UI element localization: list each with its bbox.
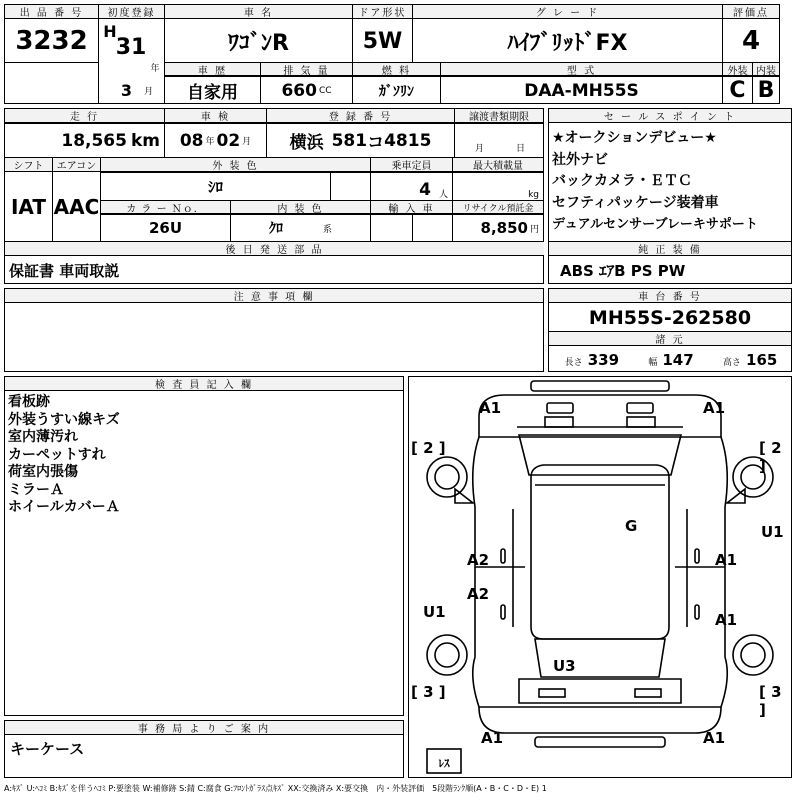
mileage: 18,565 km [61,130,160,151]
first-reg-header: 初度登録 [99,5,164,19]
inspector-note: ホイールカバーＡ [8,499,120,515]
inspector-note: ミラーＡ [8,481,64,498]
notes-header: 注 意 事 項 欄 [5,289,543,303]
damage-roof: G [625,517,638,535]
specs-header: 諸 元 [549,332,791,345]
selling-points-list [552,128,790,236]
grade-header: グ レ ー ド [413,5,722,19]
model-code: DAA-MH55S [524,80,639,101]
inspector-header: 検 査 員 記 入 欄 [5,377,403,391]
reg-year-unit: 年 [150,63,160,74]
inspector-note: 看板跡 [8,394,50,410]
damage-left-front-door: A2 [467,551,490,569]
interior-grade: B [757,78,775,103]
selling-point: 社外ナビ [552,151,608,168]
genuine-header: 純 正 装 備 [549,242,791,255]
inspector-note: 荷室内張傷 [8,464,78,480]
damage-left-rear-door: A2 [467,585,490,603]
inspector-notes [8,394,398,517]
genuine-equipment: ABS ｴｱB PS PW [560,261,686,280]
office-note: キーケース [10,739,85,758]
max-load: kg [528,190,539,200]
displacement: 660 CC [281,80,332,101]
score-header: 評価点 [723,5,779,19]
chassis-header: 車 台 番 号 [549,289,791,303]
lot-number: 3232 [15,26,88,56]
damage-front-right: A1 [703,399,726,417]
damage-right-rear-door: A1 [715,611,738,629]
history-header: 車 歴 [165,63,260,76]
reg-year: 31 [115,34,147,60]
damage-front-left: A1 [479,399,502,417]
exterior-grade: C [729,78,746,103]
max-load-header: 最大積載量 [453,158,543,172]
damage-rear-left: A1 [481,729,504,747]
wheel-fl: [ 2 ] [411,439,446,457]
interior-header: 内装 [753,63,779,76]
aircon-header: エアコン [53,158,100,172]
car-name-header: 車 名 [165,5,352,19]
recycle: 8,850 円 [480,219,539,237]
lot-no-header: 出 品 番 号 [5,5,98,19]
inspector-note: カーペットすれ [8,446,106,463]
shift-header: シフト [5,158,52,172]
office-header: 事 務 局 よ り ご 案 内 [5,721,403,735]
wheel-fr: [ 2 ] [759,439,782,475]
selling-points-header: セ ー ル ス ポ イ ン ト [549,109,791,123]
registration-header: 登 録 番 号 [267,109,454,123]
transfer-deadline-header: 譲渡書類期限 [455,109,543,123]
inspection-date: 08 年 02 月 [179,130,252,151]
car-diagram [408,376,792,778]
exterior-header: 外装 [723,63,752,76]
selling-point: ★オークションデビュー★ [552,130,717,146]
reg-month: 3 月 [120,81,154,100]
ext-color-header: 外 装 色 [101,158,370,172]
capacity-header: 乗車定員 [371,158,452,172]
inspector-note: 外装うすい線キズ [8,411,120,428]
fuel-header: 燃 料 [353,63,440,76]
door-type: 5W [362,28,403,54]
import-header: 輸 入 車 [371,201,452,214]
color-no-header: カ ラ ー Ｎｏ． [101,201,230,214]
int-color-header: 内 装 色 [231,201,370,214]
door-type-header: ドア形状 [353,5,412,19]
history: 自家用 [187,83,238,103]
color-no: 26U [148,219,183,237]
selling-point: バックカメラ・ＥＴＣ [552,173,692,189]
recycle-header: リサイクル預託金 [453,201,543,214]
wheel-rr: [ 3 ] [759,683,782,719]
damage-right-front-door: A1 [715,551,738,569]
wheel-rl: [ 3 ] [411,683,446,701]
spare-less: ﾚｽ [438,757,450,770]
damage-right-side: U1 [761,523,784,541]
damage-rear-center: U3 [553,657,576,675]
car-name: ﾜｺﾞﾝR [228,30,289,56]
mileage-header: 走 行 [5,109,164,123]
ext-color: ｼﾛ [207,178,223,196]
later-items: 保証書 車両取説 [9,261,120,280]
transfer-deadline: 月 日 [474,144,526,154]
model-code-header: 型 式 [441,63,722,76]
aircon: AAC [53,195,100,219]
displacement-header: 排 気 量 [261,63,352,76]
selling-point: セフティパッケージ装着車 [552,194,719,211]
era-letter: H [103,21,117,41]
dimensions: 長さ 339 幅 147 高さ 165 [564,350,778,369]
chassis-number: MH55S-262580 [588,306,752,329]
shift: IAT [10,195,46,219]
car-outline-svg [409,377,791,777]
fuel: ｶﾞｿﾘﾝ [379,83,414,100]
grade: ﾊｲﾌﾞﾘｯﾄﾞFX [507,30,628,56]
damage-rear-right: A1 [703,729,726,747]
damage-left-side: U1 [423,603,446,621]
inspector-note: 室内薄汚れ [8,429,78,445]
registration-number: 横浜 581 コ 4815 [289,130,432,153]
inspection-header: 車 検 [165,109,266,123]
int-color: ｸﾛ 系 [268,221,332,237]
selling-point: デュアルセンサーブレーキサポート [552,217,758,232]
capacity: 4 人 [419,180,448,200]
legend: A:ｷｽﾞ U:ﾍｺﾐ B:ｷｽﾞを伴うﾍｺﾐ P:要塗装 W:補修跡 S:錆 C:腐食 G:ﾌﾛﾝﾄｶﾞﾗｽ点ｷｽﾞ XX:交換済み X:要交換 内・外装評価 5段階ﾗﾝｸ順(A・B・C・D・E) 1 [4,783,547,793]
score: 4 [741,26,761,56]
later-items-header: 後 日 発 送 部 品 [5,242,544,255]
